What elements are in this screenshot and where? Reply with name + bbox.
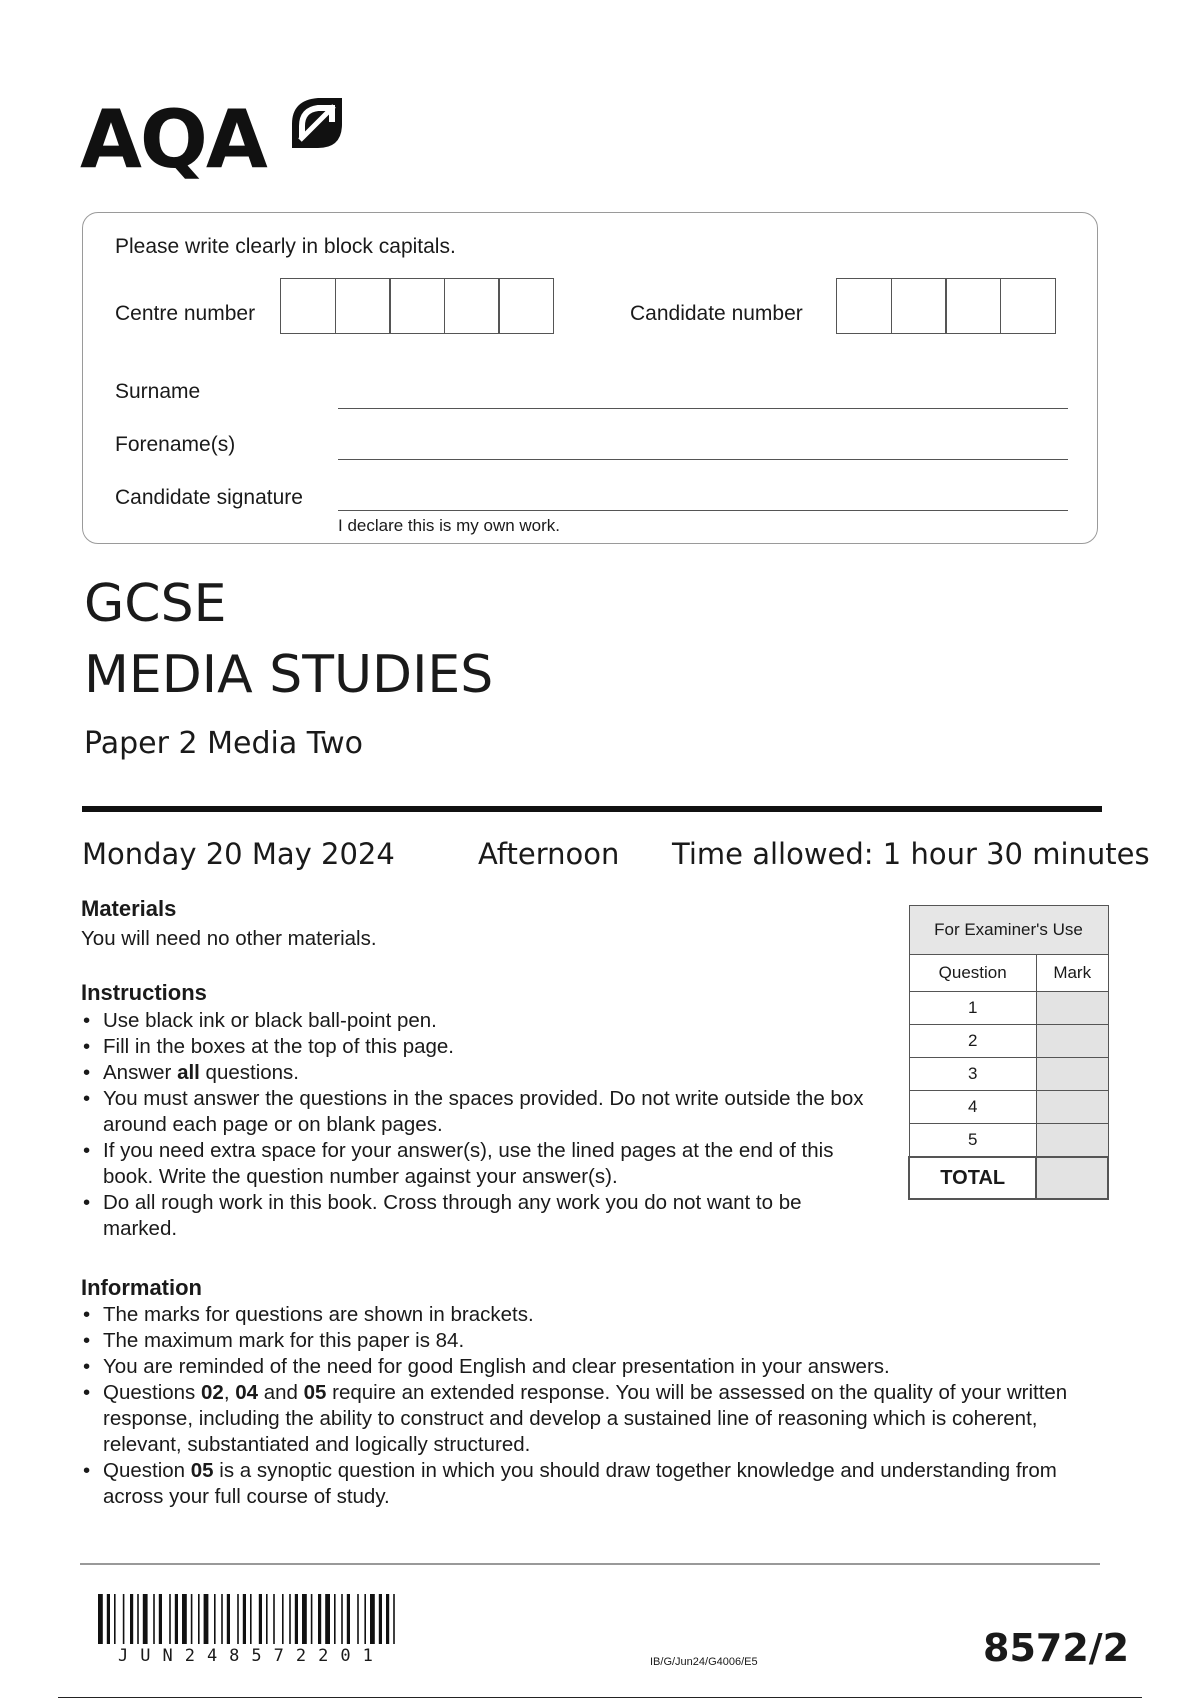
- logo-text: AQA: [80, 93, 266, 186]
- question-number: 3: [909, 1058, 1036, 1091]
- information-item: • Question 05 is a synoptic question in which you should draw together knowledge and understanding from across your full course of study.: [81, 1458, 1111, 1510]
- information-item: • The marks for questions are shown in brackets.: [81, 1302, 1111, 1328]
- barcode-bar: [98, 1594, 103, 1644]
- barcode-bar: [386, 1594, 389, 1644]
- materials-heading: Materials: [81, 896, 177, 921]
- barcode-bar: [198, 1594, 200, 1644]
- instruction-item: • Use black ink or black ball-point pen.: [81, 1008, 881, 1034]
- candidate-digit-box[interactable]: [836, 278, 892, 334]
- barcode-bar: [295, 1594, 298, 1644]
- total-mark-cell: [1036, 1157, 1108, 1199]
- candidate-digit-box[interactable]: [945, 278, 1001, 334]
- centre-digit-box[interactable]: [335, 278, 391, 334]
- paper-title: Paper 2 Media Two: [84, 726, 364, 761]
- barcode-bar: [325, 1594, 330, 1644]
- forename-line[interactable]: [338, 459, 1068, 460]
- barcode-bar: [311, 1594, 313, 1644]
- barcode-bar: [357, 1594, 359, 1644]
- barcode-bar: [204, 1594, 209, 1644]
- instruction-item: • Answer all questions.: [81, 1060, 881, 1086]
- mark-cell: [1036, 1091, 1108, 1124]
- instruction-item: • Fill in the boxes at the top of this page.: [81, 1034, 881, 1060]
- surname-label: Surname: [115, 380, 201, 403]
- barcode-bar: [364, 1594, 366, 1644]
- question-column-header: Question: [909, 955, 1036, 992]
- mark-column-header: Mark: [1036, 955, 1108, 992]
- forename-label: Forename(s): [115, 433, 236, 456]
- candidate-number-label: Candidate number: [630, 302, 803, 325]
- candidate-digit-box[interactable]: [1000, 278, 1056, 334]
- barcode-bar: [114, 1594, 116, 1644]
- information-heading: Information: [81, 1275, 202, 1300]
- barcode-bar: [143, 1594, 148, 1644]
- candidate-number-boxes[interactable]: [836, 278, 1054, 334]
- barcode-bar: [221, 1594, 223, 1644]
- barcode-bar: [123, 1594, 125, 1644]
- barcode-bar: [259, 1594, 262, 1644]
- question-number: 1: [909, 992, 1036, 1025]
- exam-session: Afternoon: [478, 837, 620, 871]
- logo-mark-icon: [288, 94, 346, 152]
- materials-text: You will need no other materials.: [81, 927, 377, 950]
- instruction-item: • You must answer the questions in the spaces provided. Do not write outside the box around each page or on blank pages.: [81, 1086, 881, 1138]
- mark-cell: [1036, 1124, 1108, 1158]
- centre-digit-box[interactable]: [280, 278, 336, 334]
- barcode-bar: [137, 1594, 139, 1644]
- barcode-bar: [243, 1594, 246, 1644]
- barcode-bar: [182, 1594, 187, 1644]
- barcode-bar: [107, 1594, 110, 1644]
- barcode-bar: [191, 1594, 193, 1644]
- time-allowed: Time allowed: 1 hour 30 minutes: [672, 837, 1150, 871]
- barcode-bar: [214, 1594, 216, 1644]
- barcode-bar: [302, 1594, 307, 1644]
- instructions-list: [81, 1008, 881, 1242]
- reference-code: IB/G/Jun24/G4006/E5: [650, 1656, 758, 1668]
- barcode-digits: JUN248572201: [118, 1646, 385, 1666]
- paper-code: 8572/2: [983, 1626, 1130, 1670]
- barcode-bar: [341, 1594, 343, 1644]
- subject-title: MEDIA STUDIES: [84, 645, 494, 705]
- exam-date: Monday 20 May 2024: [82, 837, 395, 871]
- information-item: • Questions 02, 04 and 05 require an extended response. You will be assessed on the quality of your written response, including the ability to construct and develop a sustained line of reasoning which is coherent, relevant, substantiated and logically structured.: [81, 1380, 1111, 1458]
- centre-digit-box[interactable]: [444, 278, 500, 334]
- examiners-use-title: For Examiner's Use: [909, 906, 1108, 955]
- signature-line[interactable]: [338, 510, 1068, 511]
- barcode-bar: [370, 1594, 375, 1644]
- barcode-bar: [159, 1594, 162, 1644]
- instructions-heading: Instructions: [81, 980, 207, 1005]
- title-rule: [82, 806, 1102, 812]
- centre-number-boxes[interactable]: [280, 278, 553, 334]
- centre-number-label: Centre number: [115, 302, 256, 325]
- information-list: [81, 1302, 1111, 1510]
- signature-label: Candidate signature: [115, 486, 303, 509]
- centre-digit-box[interactable]: [498, 278, 554, 334]
- mark-cell: [1036, 1025, 1108, 1058]
- question-number: 5: [909, 1124, 1036, 1158]
- aqa-logo: [80, 92, 350, 188]
- footer-rule: [80, 1563, 1100, 1565]
- barcode-bar: [237, 1594, 239, 1644]
- instruction-item: • If you need extra space for your answer(s), use the lined pages at the end of this book. Write the question number against your answer(s).: [81, 1138, 881, 1190]
- barcode-bar: [289, 1594, 291, 1644]
- question-number: 2: [909, 1025, 1036, 1058]
- barcode-bar: [318, 1594, 321, 1644]
- instruction-item: • Do all rough work in this book. Cross through any work you do not want to be marked.: [81, 1190, 881, 1242]
- candidate-digit-box[interactable]: [891, 278, 947, 334]
- barcode-bar: [250, 1594, 252, 1644]
- barcode-bar: [334, 1594, 336, 1644]
- barcode-bar: [393, 1594, 395, 1644]
- question-number: 4: [909, 1091, 1036, 1124]
- barcode-bar: [175, 1594, 178, 1644]
- barcode-bar: [282, 1594, 284, 1644]
- qualification-title: GCSE: [84, 574, 227, 634]
- information-item: • The maximum mark for this paper is 84.: [81, 1328, 1111, 1354]
- barcode-bar: [227, 1594, 230, 1644]
- centre-digit-box[interactable]: [389, 278, 445, 334]
- barcode-bar: [153, 1594, 155, 1644]
- barcode-icon: [98, 1594, 482, 1652]
- barcode-bar: [347, 1594, 350, 1644]
- barcode-bar: [273, 1594, 275, 1644]
- barcode-bar: [130, 1594, 133, 1644]
- barcode-bar: [379, 1594, 382, 1644]
- information-item: • You are reminded of the need for good English and clear presentation in your answers.: [81, 1354, 1111, 1380]
- examiners-use-table: [908, 905, 1109, 1200]
- block-capitals-note: Please write clearly in block capitals.: [115, 235, 456, 258]
- bottom-rule: [58, 1697, 1142, 1698]
- declaration-text: I declare this is my own work.: [338, 516, 561, 535]
- surname-line[interactable]: [338, 408, 1068, 409]
- mark-cell: [1036, 992, 1108, 1025]
- total-label: TOTAL: [909, 1157, 1036, 1199]
- mark-cell: [1036, 1058, 1108, 1091]
- barcode-bar: [169, 1594, 171, 1644]
- barcode-bar: [266, 1594, 268, 1644]
